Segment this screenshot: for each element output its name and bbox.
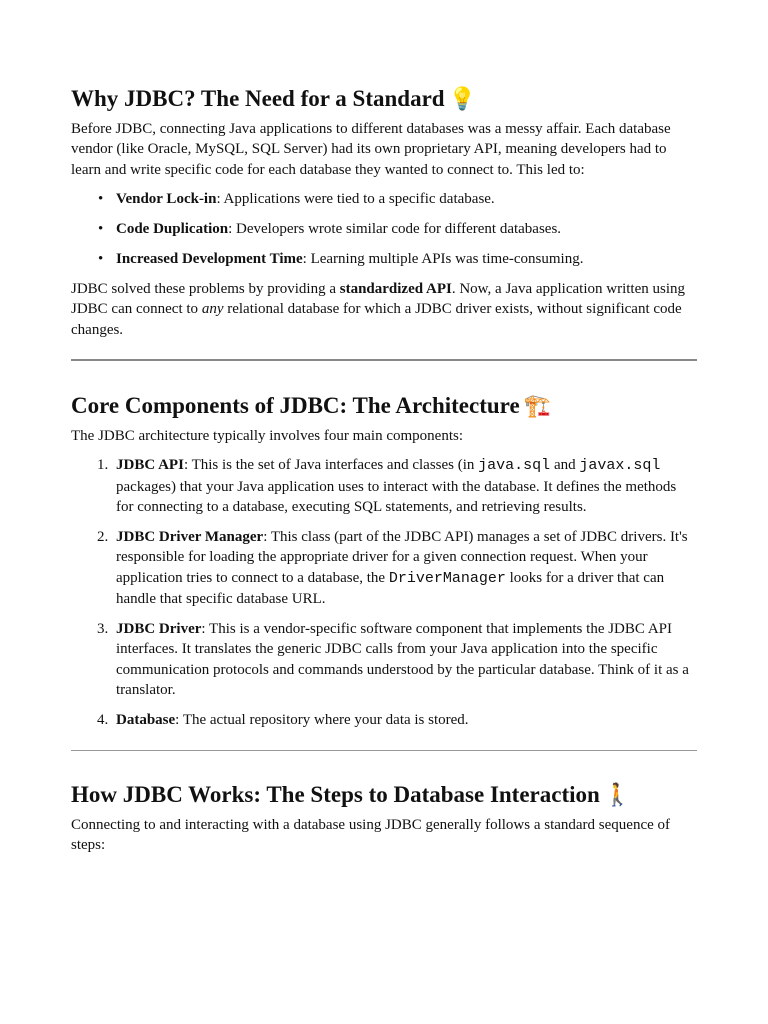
- text-run: . Now, a Java application written using JDBC can connect to: [71, 281, 685, 318]
- document-page: [71, 84, 697, 856]
- section-heading-why-jdbc: [71, 84, 697, 115]
- heading-text: Core Components of JDBC: The Architecture: [71, 393, 520, 419]
- list-item-number: 2.: [97, 529, 109, 546]
- paragraph-intro: The JDBC architecture typically involves four main components:: [71, 428, 463, 445]
- list-item-number: 1.: [97, 457, 109, 474]
- list-item: [97, 527, 697, 609]
- text-run: : The actual repository where your data is stored.: [175, 712, 469, 729]
- list-item: [116, 189, 697, 209]
- list-item: [116, 249, 697, 269]
- list-item: [116, 219, 697, 239]
- inline-code: DriverManager: [388, 569, 506, 587]
- text-emphasis: any: [201, 301, 224, 318]
- text-run: : This is the set of Java interfaces and classes (in: [183, 457, 479, 474]
- section-heading-how-jdbc-works: [71, 780, 697, 811]
- list-item-term: Vendor Lock-in: [116, 190, 217, 207]
- list-item-term: JDBC Driver: [116, 621, 202, 638]
- paragraph-intro: Connecting to and interacting with a database using JDBC generally follows a standard sequence of steps:: [71, 817, 671, 854]
- heading-text: Why JDBC? The Need for a Standard: [71, 86, 445, 111]
- list-item-term: JDBC Driver Manager: [116, 529, 264, 546]
- list-item-number: 4.: [97, 712, 109, 729]
- list-item-term: JDBC API: [116, 457, 184, 474]
- text-strong: standardized API: [339, 281, 452, 298]
- text-run: looks for a driver that can handle that specific database URL.: [116, 569, 665, 607]
- person-walking-icon: 🚶: [603, 783, 632, 809]
- paragraph-intro: Before JDBC, connecting Java applications to different databases was a messy affair. Each database vendor (like Oracle, MySQL, SQL Server) had its own proprietary API, meaning developers had to learn and write specific code for each database they wanted to connect to. This led to:: [71, 121, 671, 178]
- text-run: : This is a vendor-specific software component that implements the JDBC API interfaces. It translates the generic JDBC calls from your Java application into the specific communication protocols and commands understood by the particular database. Think of it as a translator.: [116, 621, 689, 698]
- list-item-number: 3.: [97, 621, 109, 638]
- text-run: : This class (part of the JDBC API) manages a set of JDBC drivers. It's responsible for loading the appropriate driver for a given connection request. When your application tries to connect to a database, the: [116, 529, 688, 586]
- text-run: relational database for which a JDBC driver exists, without significant code changes.: [71, 301, 682, 338]
- bullet-list: [71, 189, 697, 269]
- paragraph-outro: [71, 279, 697, 340]
- inline-code: javax.sql: [579, 457, 661, 475]
- list-item: [97, 455, 697, 517]
- list-item: [97, 710, 697, 730]
- text-run: JDBC solved these problems by providing a: [71, 281, 340, 298]
- list-item-text: : Developers wrote similar code for different databases.: [228, 220, 562, 237]
- list-item-text: : Learning multiple APIs was time-consuming.: [302, 251, 584, 268]
- list-item-term: Increased Development Time: [116, 251, 303, 268]
- inline-code: java.sql: [478, 457, 551, 475]
- lightbulb-icon: 💡: [448, 87, 476, 112]
- text-run: packages) that your Java application uses to interact with the database. It defines the methods for connecting to a database, executing SQL statements, and retrieving results.: [116, 478, 677, 515]
- list-item-term: Database: [116, 712, 176, 729]
- text-run: and: [550, 457, 580, 474]
- list-item: [97, 619, 697, 700]
- heading-text: How JDBC Works: The Steps to Database Interaction: [71, 782, 600, 808]
- section-heading-core-components: [71, 391, 697, 422]
- list-item-text: : Applications were tied to a specific database.: [216, 190, 495, 207]
- numbered-list: [71, 455, 697, 730]
- construction-crane-icon: 🏗️: [523, 394, 552, 420]
- list-item-term: Code Duplication: [116, 220, 229, 237]
